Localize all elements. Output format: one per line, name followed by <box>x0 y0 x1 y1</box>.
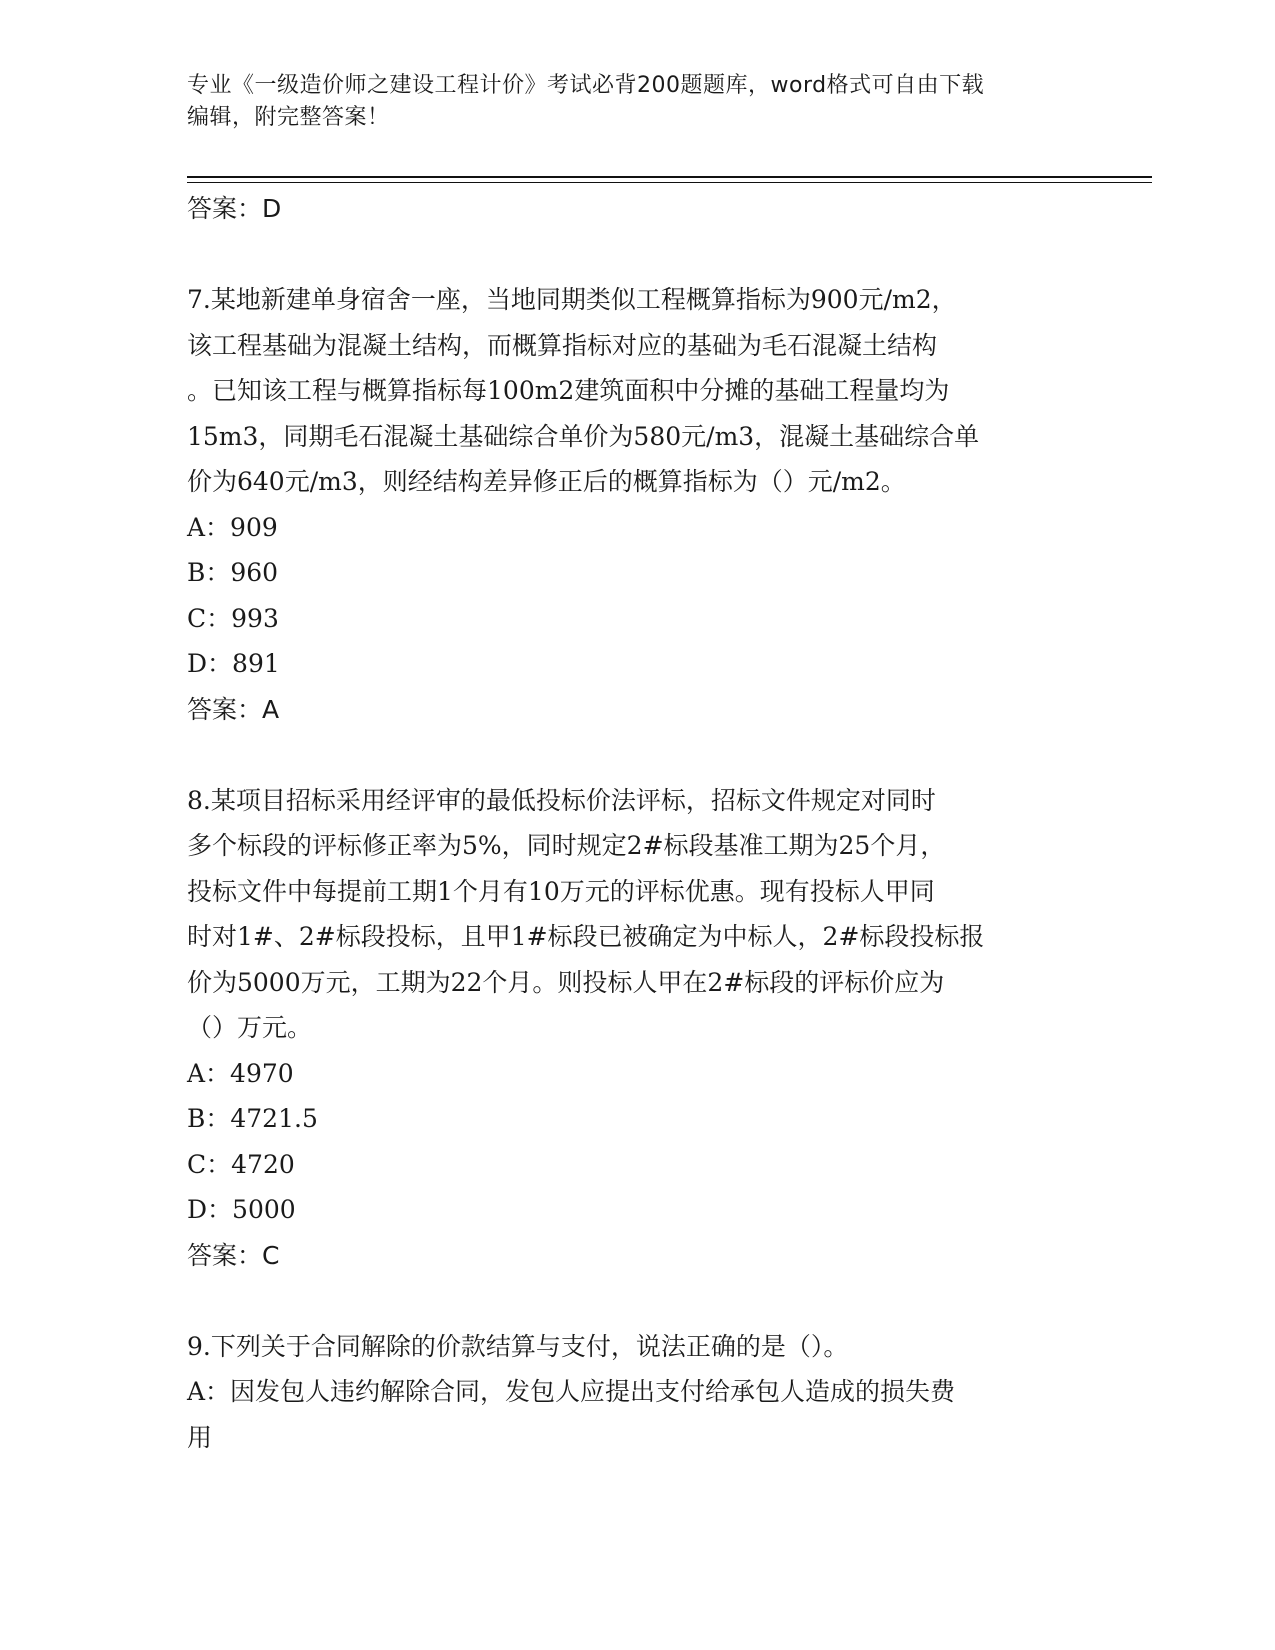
spacer <box>187 1278 1087 1324</box>
page-header <box>187 70 1067 134</box>
question-text-line: 投标文件中每提前工期1个月有10万元的评标优惠。现有投标人甲同 <box>187 876 935 906</box>
previous-answer: 答案：D <box>187 194 282 223</box>
option-b: B：960 <box>187 558 279 587</box>
question-7 <box>187 277 1087 732</box>
question-text-line: 该工程基础为混凝土结构，而概算指标对应的基础为毛石混凝土结构 <box>187 330 938 360</box>
question-text-line: 时对1#、2#标段投标，且甲1#标段已被确定为中标人，2#标段投标报 <box>187 922 985 951</box>
spacer <box>187 232 1087 278</box>
header-line-2: 编辑，附完整答案！ <box>187 105 390 130</box>
question-text-line: 价为5000万元，工期为22个月。则投标人甲在2#标段的评标价应为 <box>187 967 945 997</box>
question-text-line: （）万元。 <box>187 1013 313 1042</box>
option-a: A：909 <box>187 512 278 542</box>
spacer <box>187 732 1087 778</box>
content-body <box>187 186 1087 1460</box>
option-a: A：4970 <box>187 1058 294 1088</box>
question-text-line: 。已知该工程与概算指标每100m2建筑面积中分摊的基础工程量均为 <box>187 376 950 405</box>
header-rule-thick <box>187 176 1152 178</box>
option-c: C：4720 <box>187 1149 295 1179</box>
question-text-line: 9.下列关于合同解除的价款结算与支付，说法正确的是（）。 <box>187 1331 849 1361</box>
option-d: D：5000 <box>187 1195 296 1224</box>
question-8 <box>187 778 1087 1279</box>
answer: 答案：C <box>187 1240 280 1270</box>
question-9 <box>187 1324 1087 1461</box>
header-rule-thin <box>187 182 1152 183</box>
question-text-line: 价为640元/m3，则经结构差异修正后的概算指标为（）元/m2。 <box>187 467 906 496</box>
answer: 答案：A <box>187 694 280 724</box>
header-line-1: 专业《一级造价师之建设工程计价》考试必背200题题库，word格式可自由下载 <box>187 73 985 98</box>
option-d: D：891 <box>187 649 280 678</box>
question-text-line: 多个标段的评标修正率为5%，同时规定2#标段基准工期为25个月， <box>187 831 946 860</box>
question-text-line: 8.某项目招标采用经评审的最低投标价法评标，招标文件规定对同时 <box>187 785 936 815</box>
option-a: A：因发包人违约解除合同，发包人应提出支付给承包人造成的损失费 <box>187 1377 956 1406</box>
option-b: B：4721.5 <box>187 1104 318 1133</box>
question-text-line: 7.某地新建单身宿舍一座，当地同期类似工程概算指标为900元/m2， <box>187 285 957 314</box>
option-c: C：993 <box>187 603 279 633</box>
question-text-line: 15m3，同期毛石混凝土基础综合单价为580元/m3，混凝土基础综合单 <box>187 421 980 451</box>
option-a-continued: 用 <box>187 1422 213 1452</box>
